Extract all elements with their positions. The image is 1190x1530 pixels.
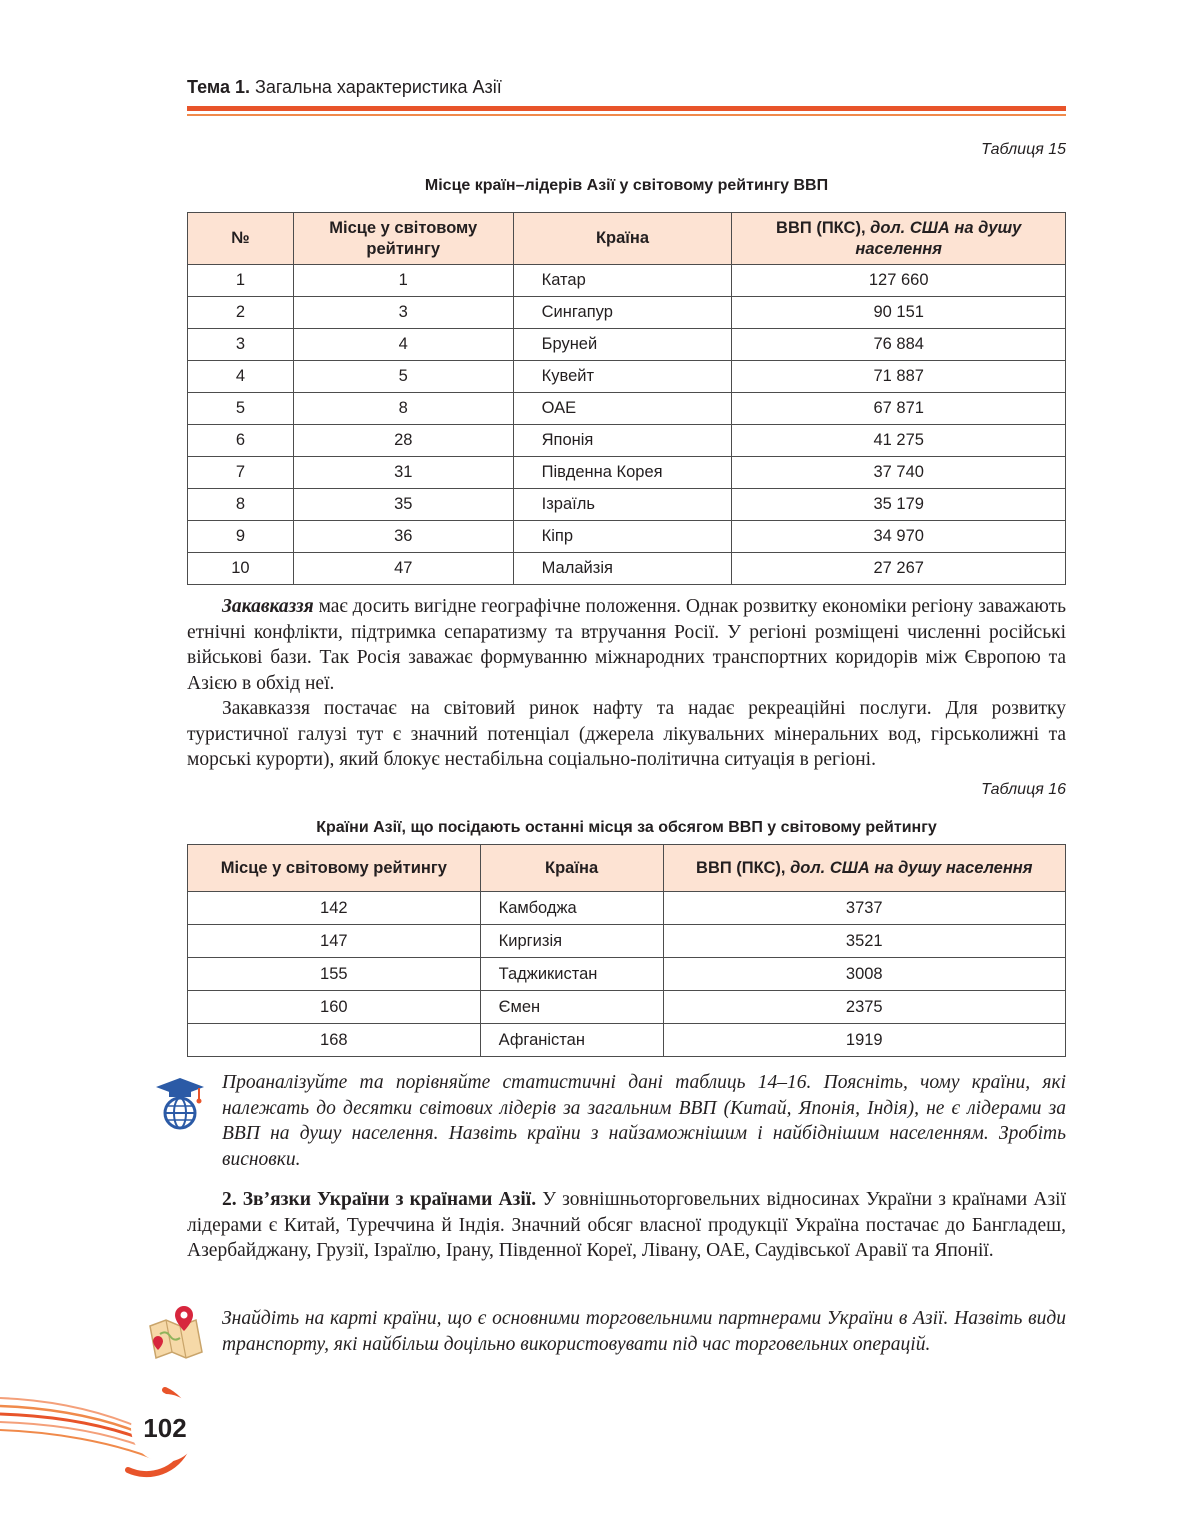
table15-caption: Місце країн–лідерів Азії у світовому рейтингу ВВП [424,177,829,194]
paragraph-caucasus [187,594,1066,696]
table-cell: 3737 [663,892,1065,925]
table-cell: 1 [188,265,294,297]
task-find-partners: Знайдіть на карті країни, що є основними торговельними партнерами України в Азії. Назвіть види транспорту, які найбільш доцільно використовувати під час торговельних операцій. [222,1308,1066,1355]
table-cell: 90 151 [732,297,1066,329]
table-cell: 8 [188,489,294,521]
paragraph-caucasus-term: Закавказзя [222,596,314,617]
table-cell: 4 [188,361,294,393]
table-row [188,361,1066,393]
table-cell: Афганістан [480,1024,663,1057]
table-cell: 36 [293,521,513,553]
table-cell: Ізраїль [513,489,732,521]
table-cell: Киргизія [480,925,663,958]
table-cell: 9 [188,521,294,553]
table-row [188,892,1066,925]
task-analyze-statistics: Проаналізуйте та порівняйте статистичні дані таблиць 14–16. Поясніть, чому країни, які належать до десятки світових лідерів за загальним ВВП (Китай, Японія, Індія), не є лідерами за ВВП на душу населення. Назвіть країни з найзаможнішим і найбіднішим населенням. Зробіть висновки. [222,1072,1066,1170]
table-cell: 142 [188,892,481,925]
table16-col-gdp-label: ВВП (ПКС), [696,858,786,877]
header-topic-number: Тема 1. [187,77,250,97]
table-cell: 35 179 [732,489,1066,521]
table-cell: 47 [293,553,513,585]
table-cell: 37 740 [732,457,1066,489]
table-row [188,521,1066,553]
paragraph-caucasus-text: має досить вигідне географічне положення. Однак розвитку економіки регіону заважають етнічні конфлікти, підтримка сепаратизму та втручання Росії. У регіоні розміщені численні російські військові бази. Так Росія заважає формуванню міжнародних транспортних коридорів між Європою та Азією в обхід неї. [187,596,1066,694]
table-row [188,489,1066,521]
table-row [188,265,1066,297]
paragraph-caucasus-economy: Закавказзя постачає на світовий ринок нафту та надає рекреаційні послуги. Для розвитку туристичної галузі тут є значний потенціал (джерела лікувальних мінеральних вод, гірськолижні та морські курорти), який блокує нестабільна соціально-політична ситуація в регіоні. [187,698,1066,770]
table-cell: 10 [188,553,294,585]
table-cell: 1 [293,265,513,297]
table-cell: Катар [513,265,732,297]
table15-col-country: Країна [513,213,732,265]
page-header [187,77,502,98]
table-cell: 8 [293,393,513,425]
table-row [188,457,1066,489]
table-cell: ОАЕ [513,393,732,425]
table16-col-gdp-unit: дол. США на душу населення [790,858,1033,877]
table15-col-gdp-unit: дол. США на душу населення [855,218,1022,258]
table-row [188,958,1066,991]
table-cell: 155 [188,958,481,991]
table16-col-rank: Місце у світовому рейтингу [188,845,481,892]
header-rule-thin [187,114,1066,116]
table-cell: 5 [188,393,294,425]
table-cell: 71 887 [732,361,1066,393]
table-cell: 27 267 [732,553,1066,585]
table-cell: 1919 [663,1024,1065,1057]
table-cell: Кувейт [513,361,732,393]
graduation-globe-icon [152,1074,208,1132]
table-row [188,425,1066,457]
header-topic-title: Загальна характеристика Азії [255,77,502,97]
table-cell: Ємен [480,991,663,1024]
table-cell: Таджикистан [480,958,663,991]
table-cell: 147 [188,925,481,958]
header-rule [187,106,1066,111]
table-cell: Південна Корея [513,457,732,489]
table15-col-number: № [188,213,294,265]
table16-col-country: Країна [480,845,663,892]
table-cell: 7 [188,457,294,489]
table-cell: Японія [513,425,732,457]
table-cell: 127 660 [732,265,1066,297]
table-cell: Сингапур [513,297,732,329]
table-cell: 34 970 [732,521,1066,553]
table-cell: 168 [188,1024,481,1057]
table-cell: Камбоджа [480,892,663,925]
table-cell: 5 [293,361,513,393]
table-row [188,553,1066,585]
table-cell: Кіпр [513,521,732,553]
paragraph-ukraine-relations [187,1187,1066,1264]
table-row [188,925,1066,958]
section2-heading: 2. Зв’язки України з країнами Азії. [222,1189,537,1210]
table15-col-gdp-label: ВВП (ПКС), [776,218,866,237]
table15-col-gdp [732,213,1066,265]
table-cell: 28 [293,425,513,457]
table15-col-rank: Місце у світовому рейтингу [293,213,513,265]
table16-header-row [188,845,1066,892]
table-cell: 6 [188,425,294,457]
table-cell: 3 [188,329,294,361]
section2-text: У зовнішньоторговельних відносинах України з країнами Азії лідерами є Китай, Туреччина й Індія. Значний обсяг власної продукції Україна постачає до Бангладеш, Азербайджану, Грузії, Ізраїлю, Ірану, Південної Кореї, Лівану, ОАЕ, Саудівської Аравії та Японії. [187,1189,1066,1261]
table15-header-row [188,213,1066,265]
table-cell: 160 [188,991,481,1024]
table16-col-gdp [663,845,1065,892]
table-row [188,329,1066,361]
table-row [188,393,1066,425]
table-cell: 35 [293,489,513,521]
table-cell: 2375 [663,991,1065,1024]
page-number: 102 [143,1413,187,1443]
table-cell: 41 275 [732,425,1066,457]
table-cell: 3521 [663,925,1065,958]
table-row [188,991,1066,1024]
table-cell: 2 [188,297,294,329]
table16-label: Таблиця 16 [981,781,1066,798]
table-cell: Бруней [513,329,732,361]
table-cell: 31 [293,457,513,489]
table16-caption: Країни Азії, що посідають останні місця за обсягом ВВП у світовому рейтингу [316,819,937,836]
table-row [188,297,1066,329]
table15 [187,212,1066,585]
table-cell: 4 [293,329,513,361]
table15-label: Таблиця 15 [981,141,1066,158]
table-cell: 3 [293,297,513,329]
table-cell: 3008 [663,958,1065,991]
table-row [188,1024,1066,1057]
table16 [187,844,1066,1057]
table-cell: Малайзія [513,553,732,585]
table-cell: 76 884 [732,329,1066,361]
map-pin-icon [146,1304,208,1360]
table-cell: 67 871 [732,393,1066,425]
